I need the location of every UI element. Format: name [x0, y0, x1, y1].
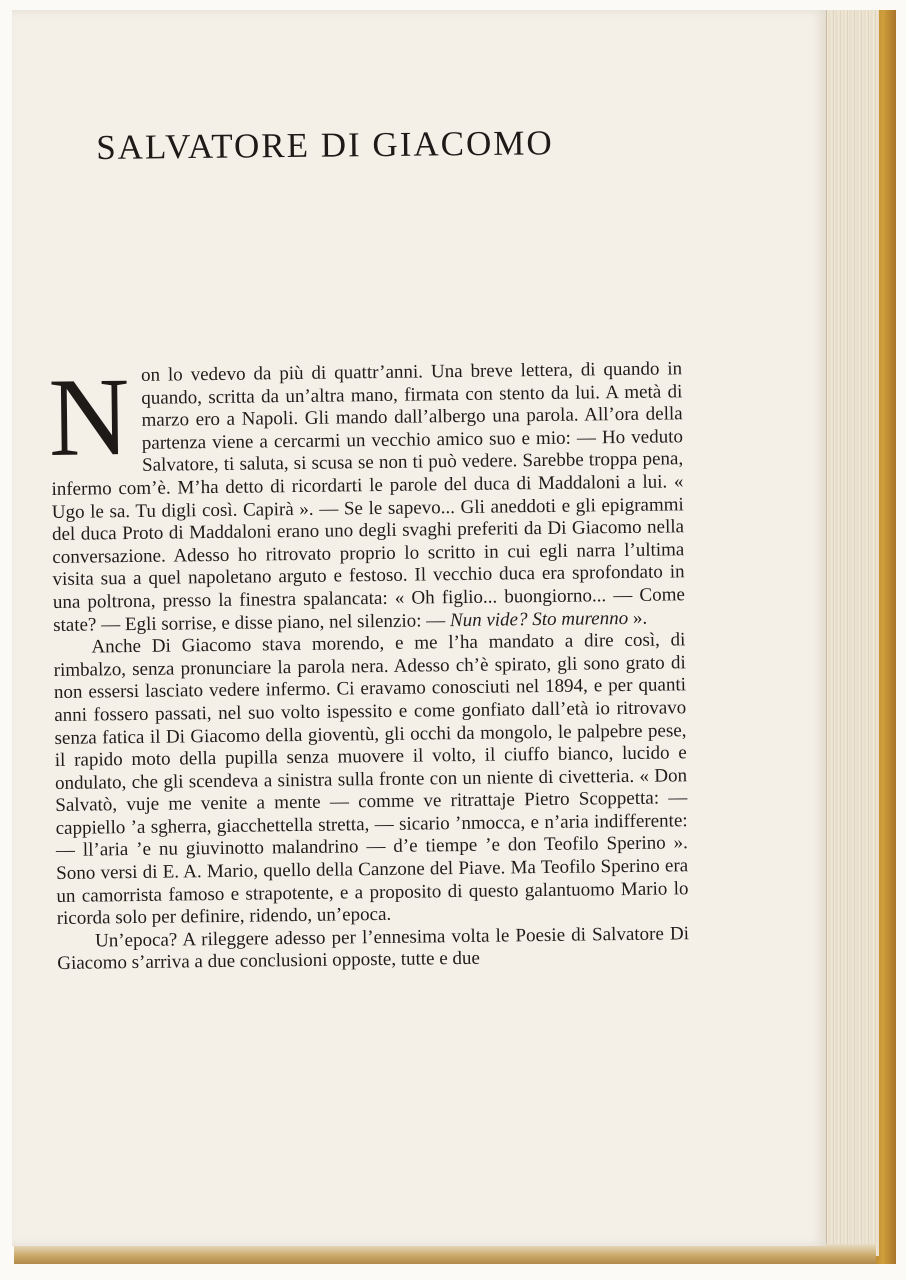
- paragraph-3: Un’epoca? A rileggere adesso per l’ennesima volta le Poesie di Salvatore Di Giacomo s’arriva a due conclusioni opposte, tutte e due: [57, 923, 690, 975]
- paragraph-1-text: on lo vedevo da più di quattr’anni. Una breve lettera, di quando in quando, scritta da un’altra mano, firmata con stento da lui. A metà di marzo ero a Napoli. Gli mando dall’albergo una parola. All’ora della partenza viene a cercarmi un vecchio amico suo e mio: — Ho veduto Salvatore, ti saluta, si scusa se non ti può vedere. Sarebbe troppa pena, infermo com’è. M’ha detto di ricordarti le parole del duca di Maddaloni a lui. « Ugo le sa. Tu digli così. Capirà ». — Se le sapevo... Gli aneddoti e gli epigrammi del duca Proto di Maddaloni erano uno degli svaghi preferiti da Di Giacomo nella conversazione. Adesso ho ritrovato proprio lo scritto in cui egli narra l’ultima visita sua a quel napoletano arguto e festoso. Il vecchio duca era sprofondato in una poltrona, presso la finestra spalancata: « Oh figlio... buongiorno... — Come state? — Egli sorrise, e disse piano, nel silenzio: —: [51, 358, 685, 636]
- paragraph-1-italic-quote: Nun vide? Sto murenno: [449, 607, 629, 631]
- paragraph-1: [47, 355, 685, 637]
- chapter-title: SALVATORE DI GIACOMO: [96, 123, 554, 167]
- drop-cap: N: [47, 355, 131, 481]
- book-bottom-edge: [14, 1244, 876, 1264]
- body-text: [47, 355, 690, 976]
- paragraph-2: Anche Di Giacomo stava morendo, e me l’ha mandato a dire così, di rimbalzo, senza pronunciare la parola nera. Adesso ch’è spirato, gli sono grato di non essersi lasciato vedere infermo. Ci eravamo conosciuti nel 1894, e per quanti anni fossero passati, nel suo volto ispessito e come gonfiato dall’età io ritrovavo senza fatica il Di Giacomo della gioventù, gli occhi da mongolo, le palpebre pese, il rapido moto della pupilla senza muovere il volto, il ciuffo bianco, lucido e ondulato, che gli scendeva a sinistra sulla fronte con un niente di civetteria. « Don Salvatò, vuje me venite a mente — comme ve ritrattaje Pietro Scoppetta: — cappiello ’a sgherra, giacchettella stretta, — sicario ’nmocca, e n’aria indifferente: — ll’aria ’e nu giuvinotto malandrino — d’e tiempe ’e don Teofilo Sperino ». Sono versi di E. A. Mario, quello della Canzone del Piave. Ma Teofilo Sperino era un camorrista famoso e strapotente, e a proposito di questo galantuomo Mario lo ricorda solo per definire, ridendo, un’epoca.: [53, 629, 689, 930]
- page-stack-edge: [826, 10, 879, 1256]
- paragraph-1-tail: ».: [628, 607, 648, 629]
- book-page: [12, 10, 826, 1246]
